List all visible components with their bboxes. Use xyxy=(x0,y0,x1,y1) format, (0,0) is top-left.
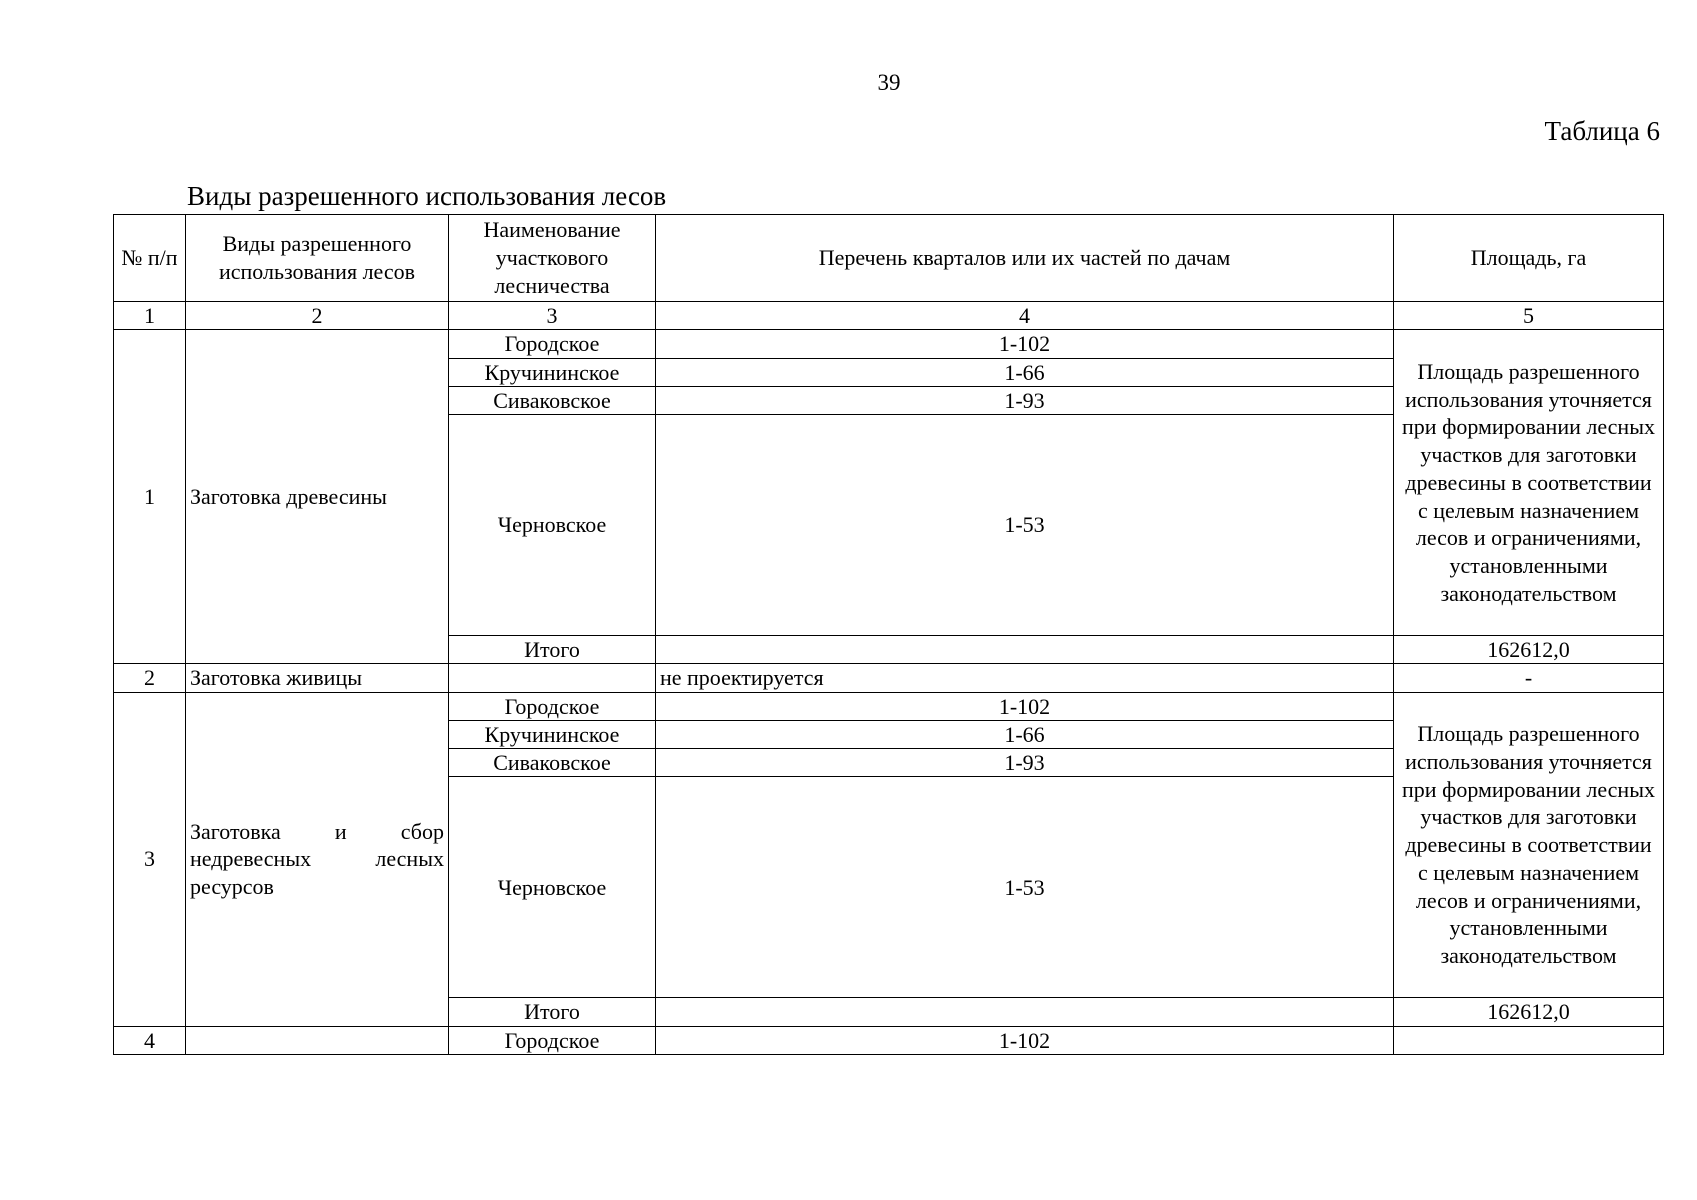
district: Кручининское xyxy=(449,358,656,386)
header-area: Площадь, га xyxy=(1394,215,1664,302)
district: Черновское xyxy=(449,777,656,998)
quarters: не проектируется xyxy=(656,664,1394,692)
column-number: 4 xyxy=(656,302,1394,330)
table-title: Виды разрешенного использования лесов xyxy=(187,181,667,211)
row-num: 4 xyxy=(114,1026,186,1054)
district xyxy=(449,664,656,692)
table-label: Таблица 6 xyxy=(1544,116,1660,146)
column-number: 5 xyxy=(1394,302,1664,330)
table-row xyxy=(114,664,1664,692)
total-area: 162612,0 xyxy=(1394,636,1664,664)
quarters: 1-93 xyxy=(656,749,1394,777)
district: Городское xyxy=(449,692,656,720)
quarters: 1-66 xyxy=(656,720,1394,748)
row-num: 2 xyxy=(114,664,186,692)
area xyxy=(1394,1026,1664,1054)
district: Городское xyxy=(449,1026,656,1054)
column-number: 1 xyxy=(114,302,186,330)
use-type: Заготовка и сбор недревесных лесных ресурсов xyxy=(186,692,449,1026)
table-row xyxy=(114,692,1664,720)
quarters: 1-53 xyxy=(656,777,1394,998)
district: Сиваковское xyxy=(449,386,656,414)
area: - xyxy=(1394,664,1664,692)
header-use-type: Виды разрешенного использования лесов xyxy=(186,215,449,302)
total-quarters xyxy=(656,636,1394,664)
page-number: 39 xyxy=(877,70,901,95)
quarters: 1-93 xyxy=(656,386,1394,414)
total-quarters xyxy=(656,998,1394,1026)
header-num: № п/п xyxy=(114,215,186,302)
row-num: 1 xyxy=(114,330,186,664)
total-label: Итого xyxy=(449,998,656,1026)
row-num: 3 xyxy=(114,692,186,1026)
use-type: Заготовка древесины xyxy=(186,330,449,664)
total-label: Итого xyxy=(449,636,656,664)
quarters: 1-53 xyxy=(656,415,1394,636)
quarters: 1-102 xyxy=(656,692,1394,720)
total-area: 162612,0 xyxy=(1394,998,1664,1026)
quarters: 1-102 xyxy=(656,330,1394,358)
column-number: 2 xyxy=(186,302,449,330)
table-row xyxy=(114,330,1664,358)
column-number-row xyxy=(114,302,1664,330)
column-number: 3 xyxy=(449,302,656,330)
table-row xyxy=(114,1026,1664,1054)
header-quarters: Перечень кварталов или их частей по дачам xyxy=(656,215,1394,302)
forest-use-table xyxy=(113,214,1664,1055)
district: Черновское xyxy=(449,415,656,636)
area-note: Площадь разрешенного использования уточняется при формировании лесных участков для заготовки древесины в соответствии с целевым назначением лесов и ограничениями, установленными законодательством xyxy=(1394,692,1664,998)
area-note: Площадь разрешенного использования уточняется при формировании лесных участков для заготовки древесины в соответствии с целевым назначением лесов и ограничениями, установленными законодательством xyxy=(1394,330,1664,636)
use-type: Заготовка живицы xyxy=(186,664,449,692)
district: Городское xyxy=(449,330,656,358)
district: Кручининское xyxy=(449,720,656,748)
table-header-row xyxy=(114,215,1664,302)
quarters: 1-66 xyxy=(656,358,1394,386)
use-type xyxy=(186,1026,449,1054)
district: Сиваковское xyxy=(449,749,656,777)
header-district: Наименование участкового лесничества xyxy=(449,215,656,302)
quarters: 1-102 xyxy=(656,1026,1394,1054)
